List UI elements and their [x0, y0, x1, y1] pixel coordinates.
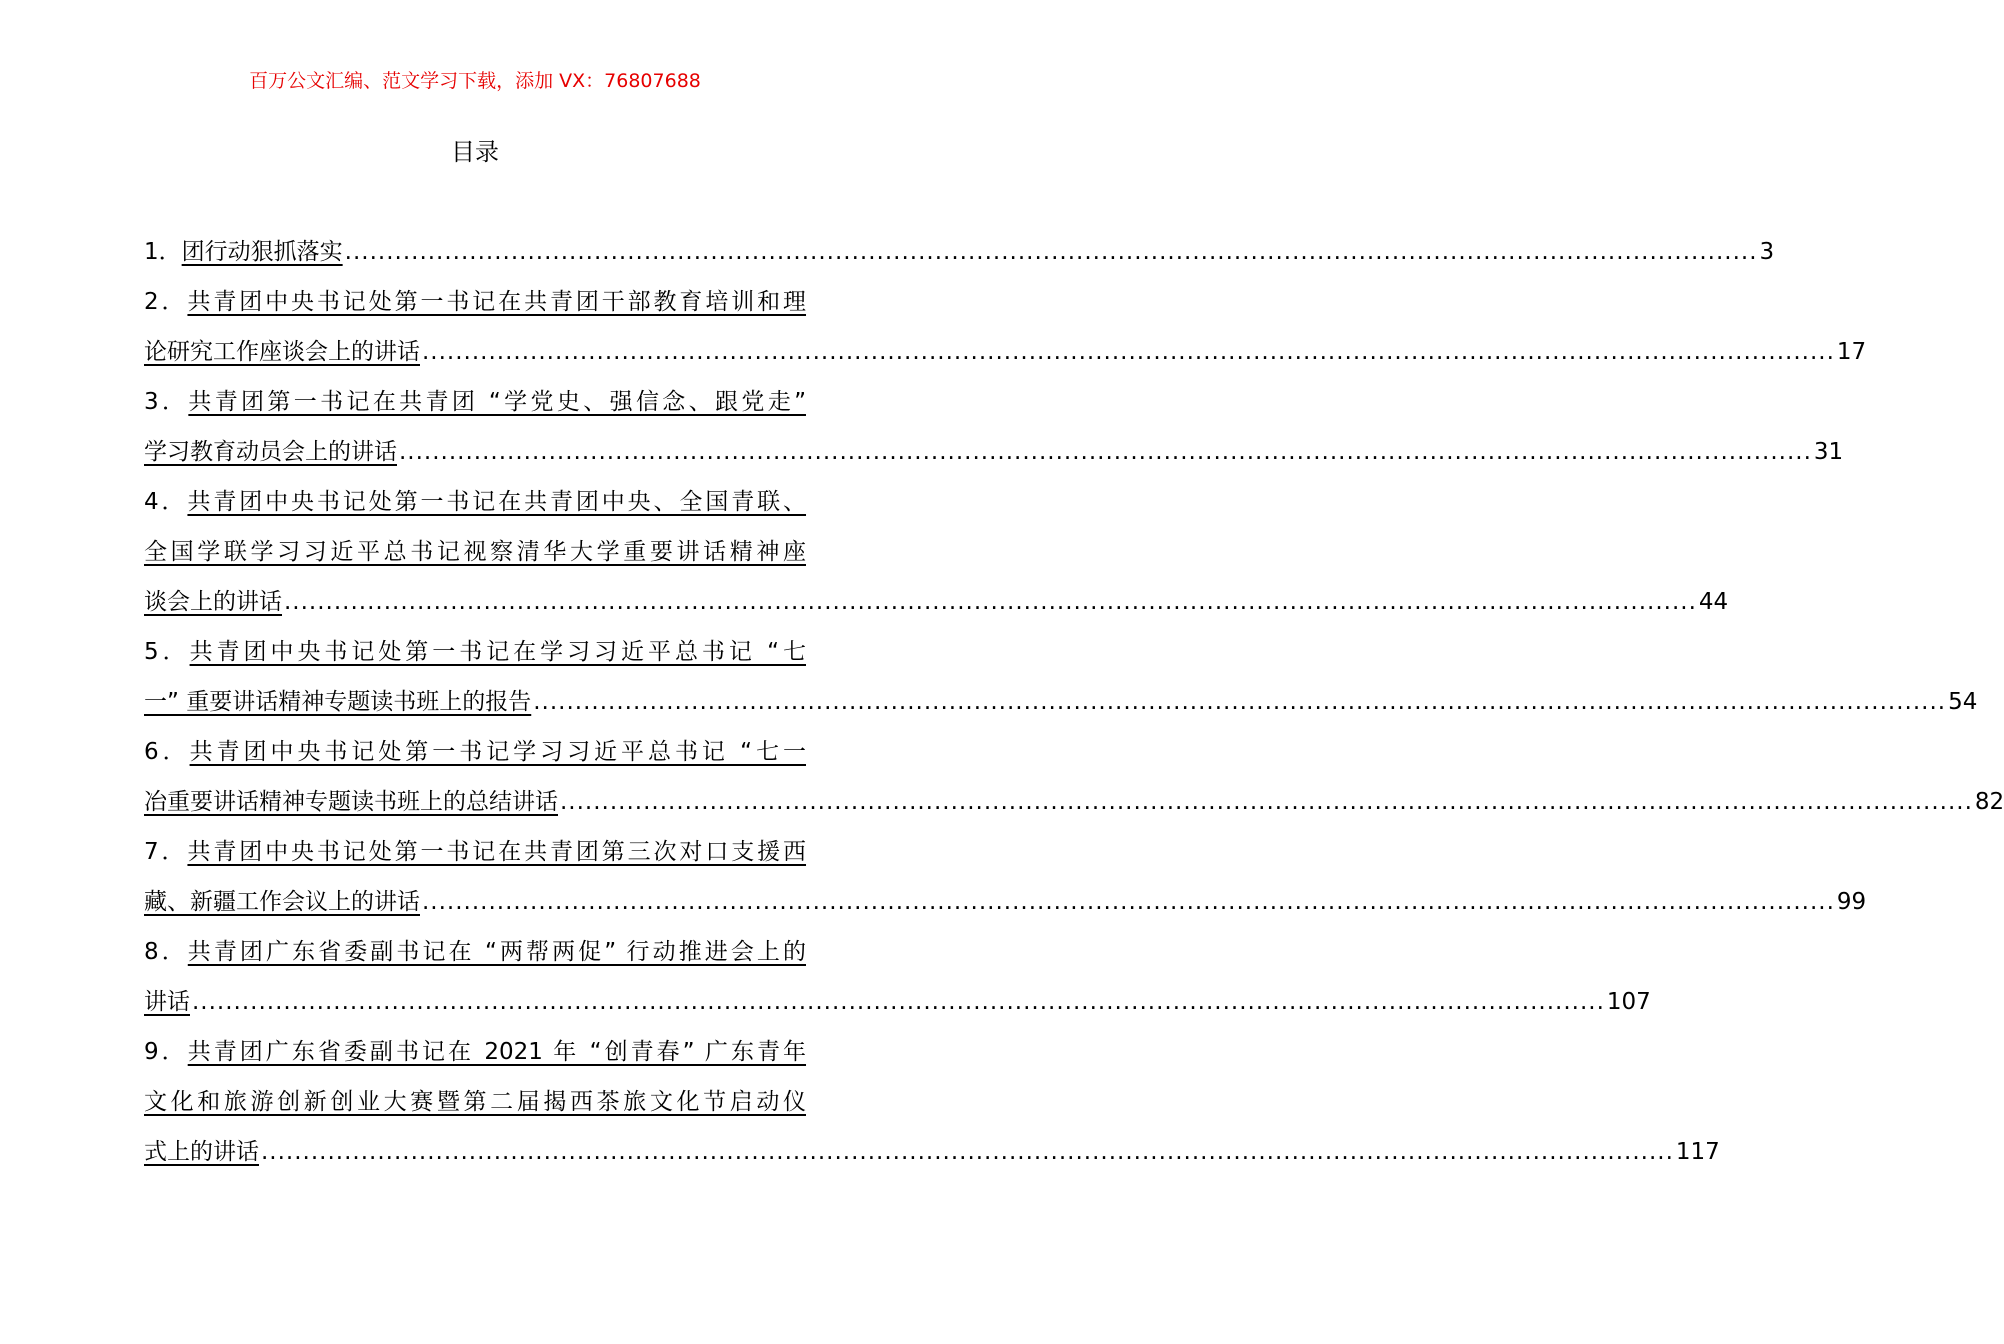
- toc-entry-text[interactable]: 冶重要讲话精神专题读书班上的总结讲话: [144, 789, 558, 815]
- toc-page-number[interactable]: 54: [1948, 689, 1978, 715]
- dot-leader: ..........................................................................................................................................................................: [284, 589, 1697, 615]
- toc-entry-line: [144, 827, 806, 877]
- toc-entry-text[interactable]: 共青团中央书记处第一书记在共青团第三次对口支援西: [187, 839, 807, 865]
- toc-entry-number: 4．: [144, 489, 188, 515]
- watermark-header: 百万公文汇编、范文学习下载，添加 VX：76807688: [249, 70, 701, 92]
- toc-entry[interactable]: [144, 827, 1867, 927]
- toc-entry-text[interactable]: 讲话: [144, 989, 190, 1015]
- dot-leader: ..........................................................................................................................................................................: [533, 689, 1947, 715]
- toc-entry[interactable]: [144, 727, 2004, 827]
- toc-page-number[interactable]: 82: [1974, 789, 2004, 815]
- toc-entry-text[interactable]: 团行动狠抓落实: [181, 239, 343, 265]
- toc-entry-text[interactable]: 文化和旅游创新创业大赛暨第二届揭西茶旅文化节启动仪: [144, 1089, 806, 1115]
- dot-leader: ..........................................................................................................................................................................: [422, 339, 1835, 365]
- toc-page-number[interactable]: 107: [1606, 989, 1651, 1015]
- toc-entry[interactable]: [144, 227, 1775, 277]
- toc-entry-text[interactable]: 一” 重要讲话精神专题读书班上的报告: [144, 689, 532, 715]
- toc-entry-text[interactable]: 共青团第一书记在共青团 “学党史、强信念、跟党走”: [188, 389, 806, 415]
- toc-entry[interactable]: [144, 627, 1978, 727]
- toc-entry-text[interactable]: 共青团中央书记处第一书记在共青团干部教育培训和理: [187, 289, 807, 315]
- toc-title: 目录: [451, 138, 499, 166]
- toc-page-number[interactable]: 117: [1675, 1139, 1720, 1165]
- toc-entry-number: 5．: [144, 639, 190, 665]
- toc-entry-line: [144, 1127, 1720, 1177]
- toc-entry-line: [144, 777, 2004, 827]
- toc-entry-number: 1．: [144, 239, 182, 265]
- toc-page-number[interactable]: 17: [1836, 339, 1867, 365]
- toc-entry-text[interactable]: 共青团中央书记处第一书记在学习习近平总书记 “七: [189, 639, 806, 665]
- dot-leader: ..........................................................................................................................................................................: [344, 239, 1758, 265]
- toc-entry-line: [144, 677, 1978, 727]
- toc-entry-number: 2．: [144, 289, 188, 315]
- toc-entry-number: 3．: [144, 389, 189, 415]
- toc-entry-line: [144, 877, 1867, 927]
- toc-entry[interactable]: [144, 477, 1729, 627]
- toc-page-number[interactable]: 3: [1759, 239, 1775, 265]
- toc-entry-line: [144, 327, 1867, 377]
- toc-entry-text[interactable]: 式上的讲话: [144, 1139, 259, 1165]
- toc-entry-line: [144, 227, 1775, 277]
- toc-entry-line: [144, 377, 806, 427]
- toc-entry-line: [144, 1077, 806, 1127]
- toc-page-number[interactable]: 44: [1698, 589, 1729, 615]
- toc-entry-text[interactable]: 谈会上的讲话: [144, 589, 282, 615]
- toc-entry-number: 7．: [144, 839, 188, 865]
- dot-leader: ..........................................................................................................................................................................: [399, 439, 1812, 465]
- toc-entry-number: 8．: [144, 939, 188, 965]
- toc-entry-text[interactable]: 共青团广东省委副书记在 2021 年 “创青春” 广东青年: [187, 1039, 807, 1065]
- toc-entry-line: [144, 927, 806, 977]
- toc-entry-text[interactable]: 共青团中央书记处第一书记在共青团中央、全国青联、: [187, 489, 807, 515]
- table-of-contents: [144, 227, 2004, 1177]
- toc-entry-number: 9．: [144, 1039, 188, 1065]
- toc-entry-line: [144, 577, 1729, 627]
- toc-entry[interactable]: [144, 927, 1651, 1027]
- toc-entry[interactable]: [144, 277, 1867, 377]
- dot-leader: ..........................................................................................................................................................................: [261, 1139, 1674, 1165]
- toc-page-number[interactable]: 99: [1836, 889, 1867, 915]
- toc-entry-number: 6．: [144, 739, 190, 765]
- toc-entry-text[interactable]: 共青团中央书记处第一书记学习习近平总书记 “七一: [189, 739, 806, 765]
- toc-entry-line: [144, 277, 806, 327]
- toc-entry-line: [144, 427, 1844, 477]
- toc-entry[interactable]: [144, 1027, 1720, 1177]
- toc-entry-text[interactable]: 学习教育动员会上的讲话: [144, 439, 397, 465]
- dot-leader: ..........................................................................................................................................................................: [192, 989, 1605, 1015]
- toc-entry-line: [144, 1027, 806, 1077]
- toc-entry-text[interactable]: 共青团广东省委副书记在 “两帮两促” 行动推进会上的: [187, 939, 806, 965]
- dot-leader: ..........................................................................................................................................................................: [422, 889, 1835, 915]
- toc-entry-text[interactable]: 全国学联学习习近平总书记视察清华大学重要讲话精神座: [144, 539, 806, 565]
- toc-entry-line: [144, 477, 806, 527]
- toc-entry[interactable]: [144, 377, 1844, 477]
- toc-entry-line: [144, 977, 1651, 1027]
- toc-page-number[interactable]: 31: [1813, 439, 1844, 465]
- toc-entry-line: [144, 527, 806, 577]
- toc-entry-text[interactable]: 藏、新疆工作会议上的讲话: [144, 889, 420, 915]
- toc-entry-line: [144, 627, 806, 677]
- toc-entry-line: [144, 727, 806, 777]
- toc-entry-text[interactable]: 论研究工作座谈会上的讲话: [144, 339, 420, 365]
- dot-leader: ..........................................................................................................................................................................: [560, 789, 1973, 815]
